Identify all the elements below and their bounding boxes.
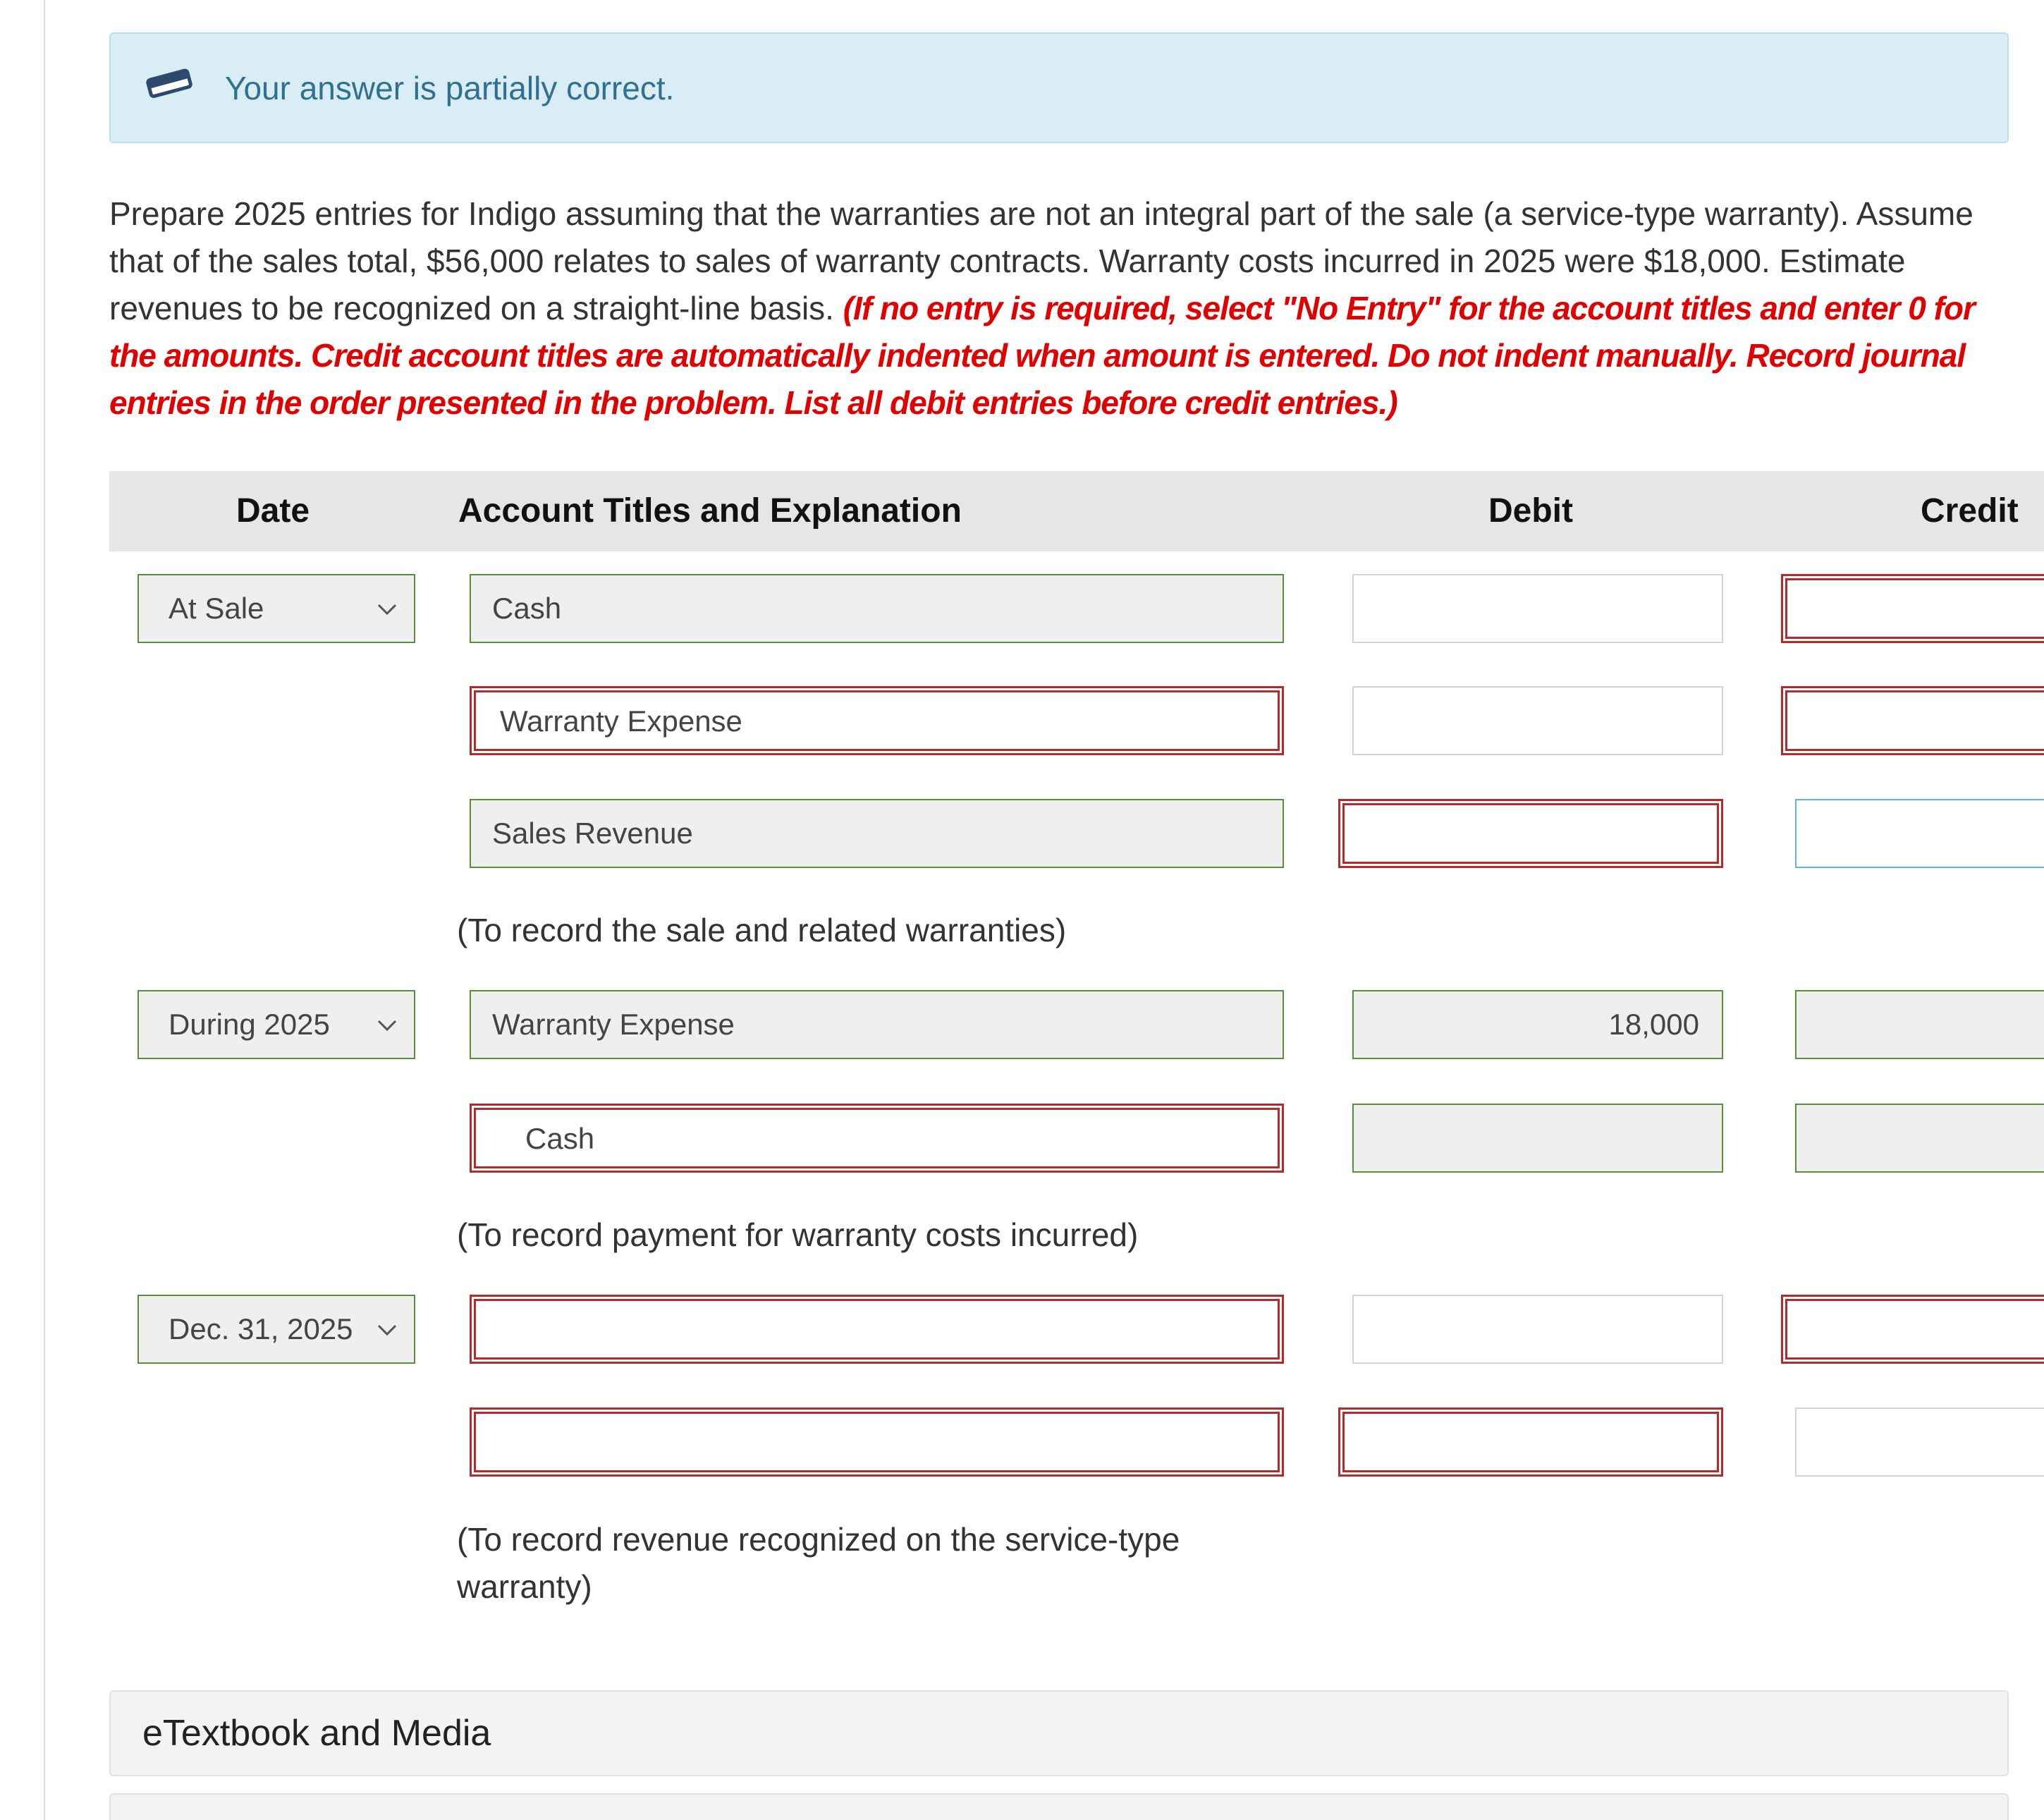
next-panel [109, 1793, 2009, 1820]
entry-explanation: (To record payment for warranty costs incurred) [457, 1216, 1139, 1253]
account-input[interactable] [470, 1104, 1284, 1173]
entry-explanation: (To record the sale and related warranties) [457, 912, 1067, 948]
account-input[interactable] [470, 686, 1284, 755]
question-instructions: (If no entry is required, select "No Entry" for the account titles and enter 0 for the amounts. Credit account titles are automatically indented when amount is entered. Do not indent manually. Record journal entries in the order presented in the problem. List all debit entries before credit entries.) [109, 290, 1975, 421]
credit-input[interactable] [1795, 1104, 2044, 1173]
date-select-at-sale[interactable] [137, 574, 415, 643]
credit-input[interactable] [1795, 1407, 2044, 1477]
account-value: Cash [492, 592, 562, 625]
account-input[interactable] [470, 799, 1284, 868]
account-value: Cash [525, 1122, 595, 1155]
debit-input[interactable] [1352, 574, 1723, 643]
account-value: Sales Revenue [492, 817, 693, 850]
header-account: Account Titles and Explanation [458, 492, 962, 530]
debit-value: 18,000 [1608, 1008, 1699, 1041]
pencil-eraser-icon [142, 62, 198, 104]
chevron-down-icon [374, 1013, 400, 1038]
journal-table-header [109, 471, 2044, 551]
etextbook-media-panel[interactable] [109, 1690, 2009, 1776]
debit-input[interactable] [1338, 1407, 1723, 1477]
credit-input[interactable] [1795, 799, 2044, 868]
account-input[interactable] [470, 990, 1284, 1059]
date-select-during-2025[interactable] [137, 990, 415, 1059]
entry-explanation: (To record revenue recognized on the service-type warranty) [457, 1521, 1180, 1605]
credit-input[interactable] [1781, 574, 2044, 643]
account-input[interactable] [470, 1407, 1284, 1477]
credit-input[interactable] [1795, 990, 2044, 1059]
header-debit: Debit [1488, 492, 1573, 530]
account-input[interactable] [470, 1295, 1284, 1364]
chevron-down-icon [374, 597, 400, 622]
date-select-value: At Sale [169, 592, 264, 625]
question-text [109, 190, 2013, 427]
chevron-down-icon [374, 1317, 400, 1343]
left-divider [44, 0, 45, 1820]
debit-input[interactable] [1352, 1104, 1723, 1173]
credit-input[interactable] [1781, 686, 2044, 755]
debit-input[interactable] [1338, 799, 1723, 868]
debit-input[interactable] [1352, 686, 1723, 755]
feedback-banner [109, 32, 2009, 143]
credit-input[interactable] [1781, 1295, 2044, 1364]
account-value: Warranty Expense [500, 704, 742, 738]
account-input[interactable] [470, 574, 1284, 643]
date-select-value: Dec. 31, 2025 [169, 1312, 353, 1345]
date-select-value: During 2025 [169, 1008, 330, 1041]
header-date: Date [236, 492, 310, 530]
etextbook-media-label: eTextbook and Media [142, 1713, 491, 1754]
feedback-message: Your answer is partially correct. [225, 70, 675, 106]
question-body: Prepare 2025 entries for Indigo assuming that the warranties are not an integral part of the sale (a service-type warranty). Assume that of the sales total, $56,000 relates to sales of warranty contracts. Warranty costs incurred in 2025 were $18,000. Estimate revenues to be recognized on a straight-line basis. [109, 195, 1973, 326]
date-select-dec-31-2025[interactable] [137, 1295, 415, 1364]
header-credit: Credit [1921, 492, 2019, 530]
account-value: Warranty Expense [492, 1008, 735, 1041]
debit-input[interactable] [1352, 990, 1723, 1059]
debit-input[interactable] [1352, 1295, 1723, 1364]
